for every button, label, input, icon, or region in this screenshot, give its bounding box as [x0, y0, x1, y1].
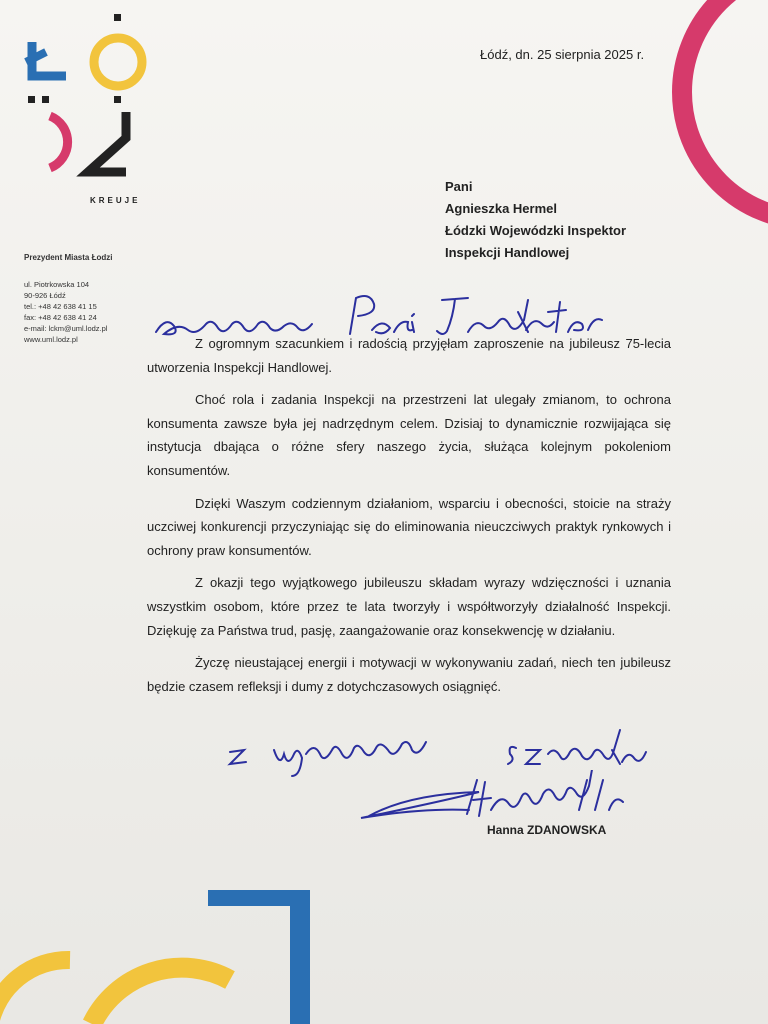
- contact-address-street: ul. Piotrkowska 104: [24, 280, 90, 289]
- contact-email: e-mail: lckm@uml.lodz.pl: [24, 324, 108, 333]
- contact-website: www.uml.lodz.pl: [24, 335, 78, 344]
- recipient-salutation: Pani: [445, 179, 473, 194]
- signer-name: Hanna ZDANOWSKA: [487, 823, 607, 837]
- logo-tagline: KREUJE: [90, 196, 141, 205]
- bottom-decoration: [0, 890, 420, 1024]
- organization-name: Prezydent Miasta Łodzi: [24, 253, 113, 262]
- body-paragraph: Z ogromnym szacunkiem i radością przyjęłam zaproszenie na jubileusz 75-lecia utworzenia Inspekcji Handlowej.: [147, 336, 671, 375]
- magenta-ring-decoration: [660, 0, 768, 240]
- body-paragraph: Dzięki Waszym codziennym działaniom, wsparciu i obecności, stoicie na straży uczciwej konkurencji przyczyniając się do eliminowania nieuczciwych praktyk rynkowych i ochrony praw konsumentów.: [147, 495, 671, 558]
- contact-address-city: 90-926 Łódź: [24, 291, 66, 300]
- lodz-logo-mark: [18, 12, 168, 192]
- body-paragraph: Życzę nieustającej energii i motywacji w wykonywaniu zadań, niech ten jubileusz będzie czasem refleksji i dumy z dotychczasowych osiągnięć.: [147, 655, 671, 694]
- signature: [355, 770, 665, 830]
- body-paragraph: Choć rola i zadania Inspekcji na przestrzeni lat ulegały zmianom, to ochrona konsumenta zawsze była jej nadrzędnym celem. Dzisiaj to dynamicznie rozwijająca się instytucja dbająca o różne sfery naszego życia, służąca kolejnym pokoleniom konsumentów.: [147, 392, 671, 478]
- recipient-title-line1: Łódzki Wojewódzki Inspektor: [445, 223, 627, 238]
- contact-phone: tel.: +48 42 638 41 15: [24, 302, 97, 311]
- letter-body: [147, 332, 671, 707]
- letter-date: Łódź, dn. 25 sierpnia 2025 r.: [480, 47, 645, 62]
- contact-fax: fax: +48 42 638 41 24: [24, 313, 97, 322]
- recipient-title-line2: Inspekcji Handlowej: [445, 245, 570, 260]
- letterhead-contact: [24, 252, 112, 345]
- recipient-block: [445, 176, 626, 264]
- body-paragraph: Z okazji tego wyjątkowego jubileuszu składam wyrazy wdzięczności i uznania wszystkim osobom, które przez te lata tworzyły i współtworzyły działalność Inspekcji. Dziękuję za Państwa trud, pasję, zaangażowanie oraz konsekwencję w działaniu.: [147, 575, 671, 638]
- recipient-name: Agnieszka Hermel: [445, 201, 557, 216]
- lodz-kreuje-logo: [18, 12, 168, 205]
